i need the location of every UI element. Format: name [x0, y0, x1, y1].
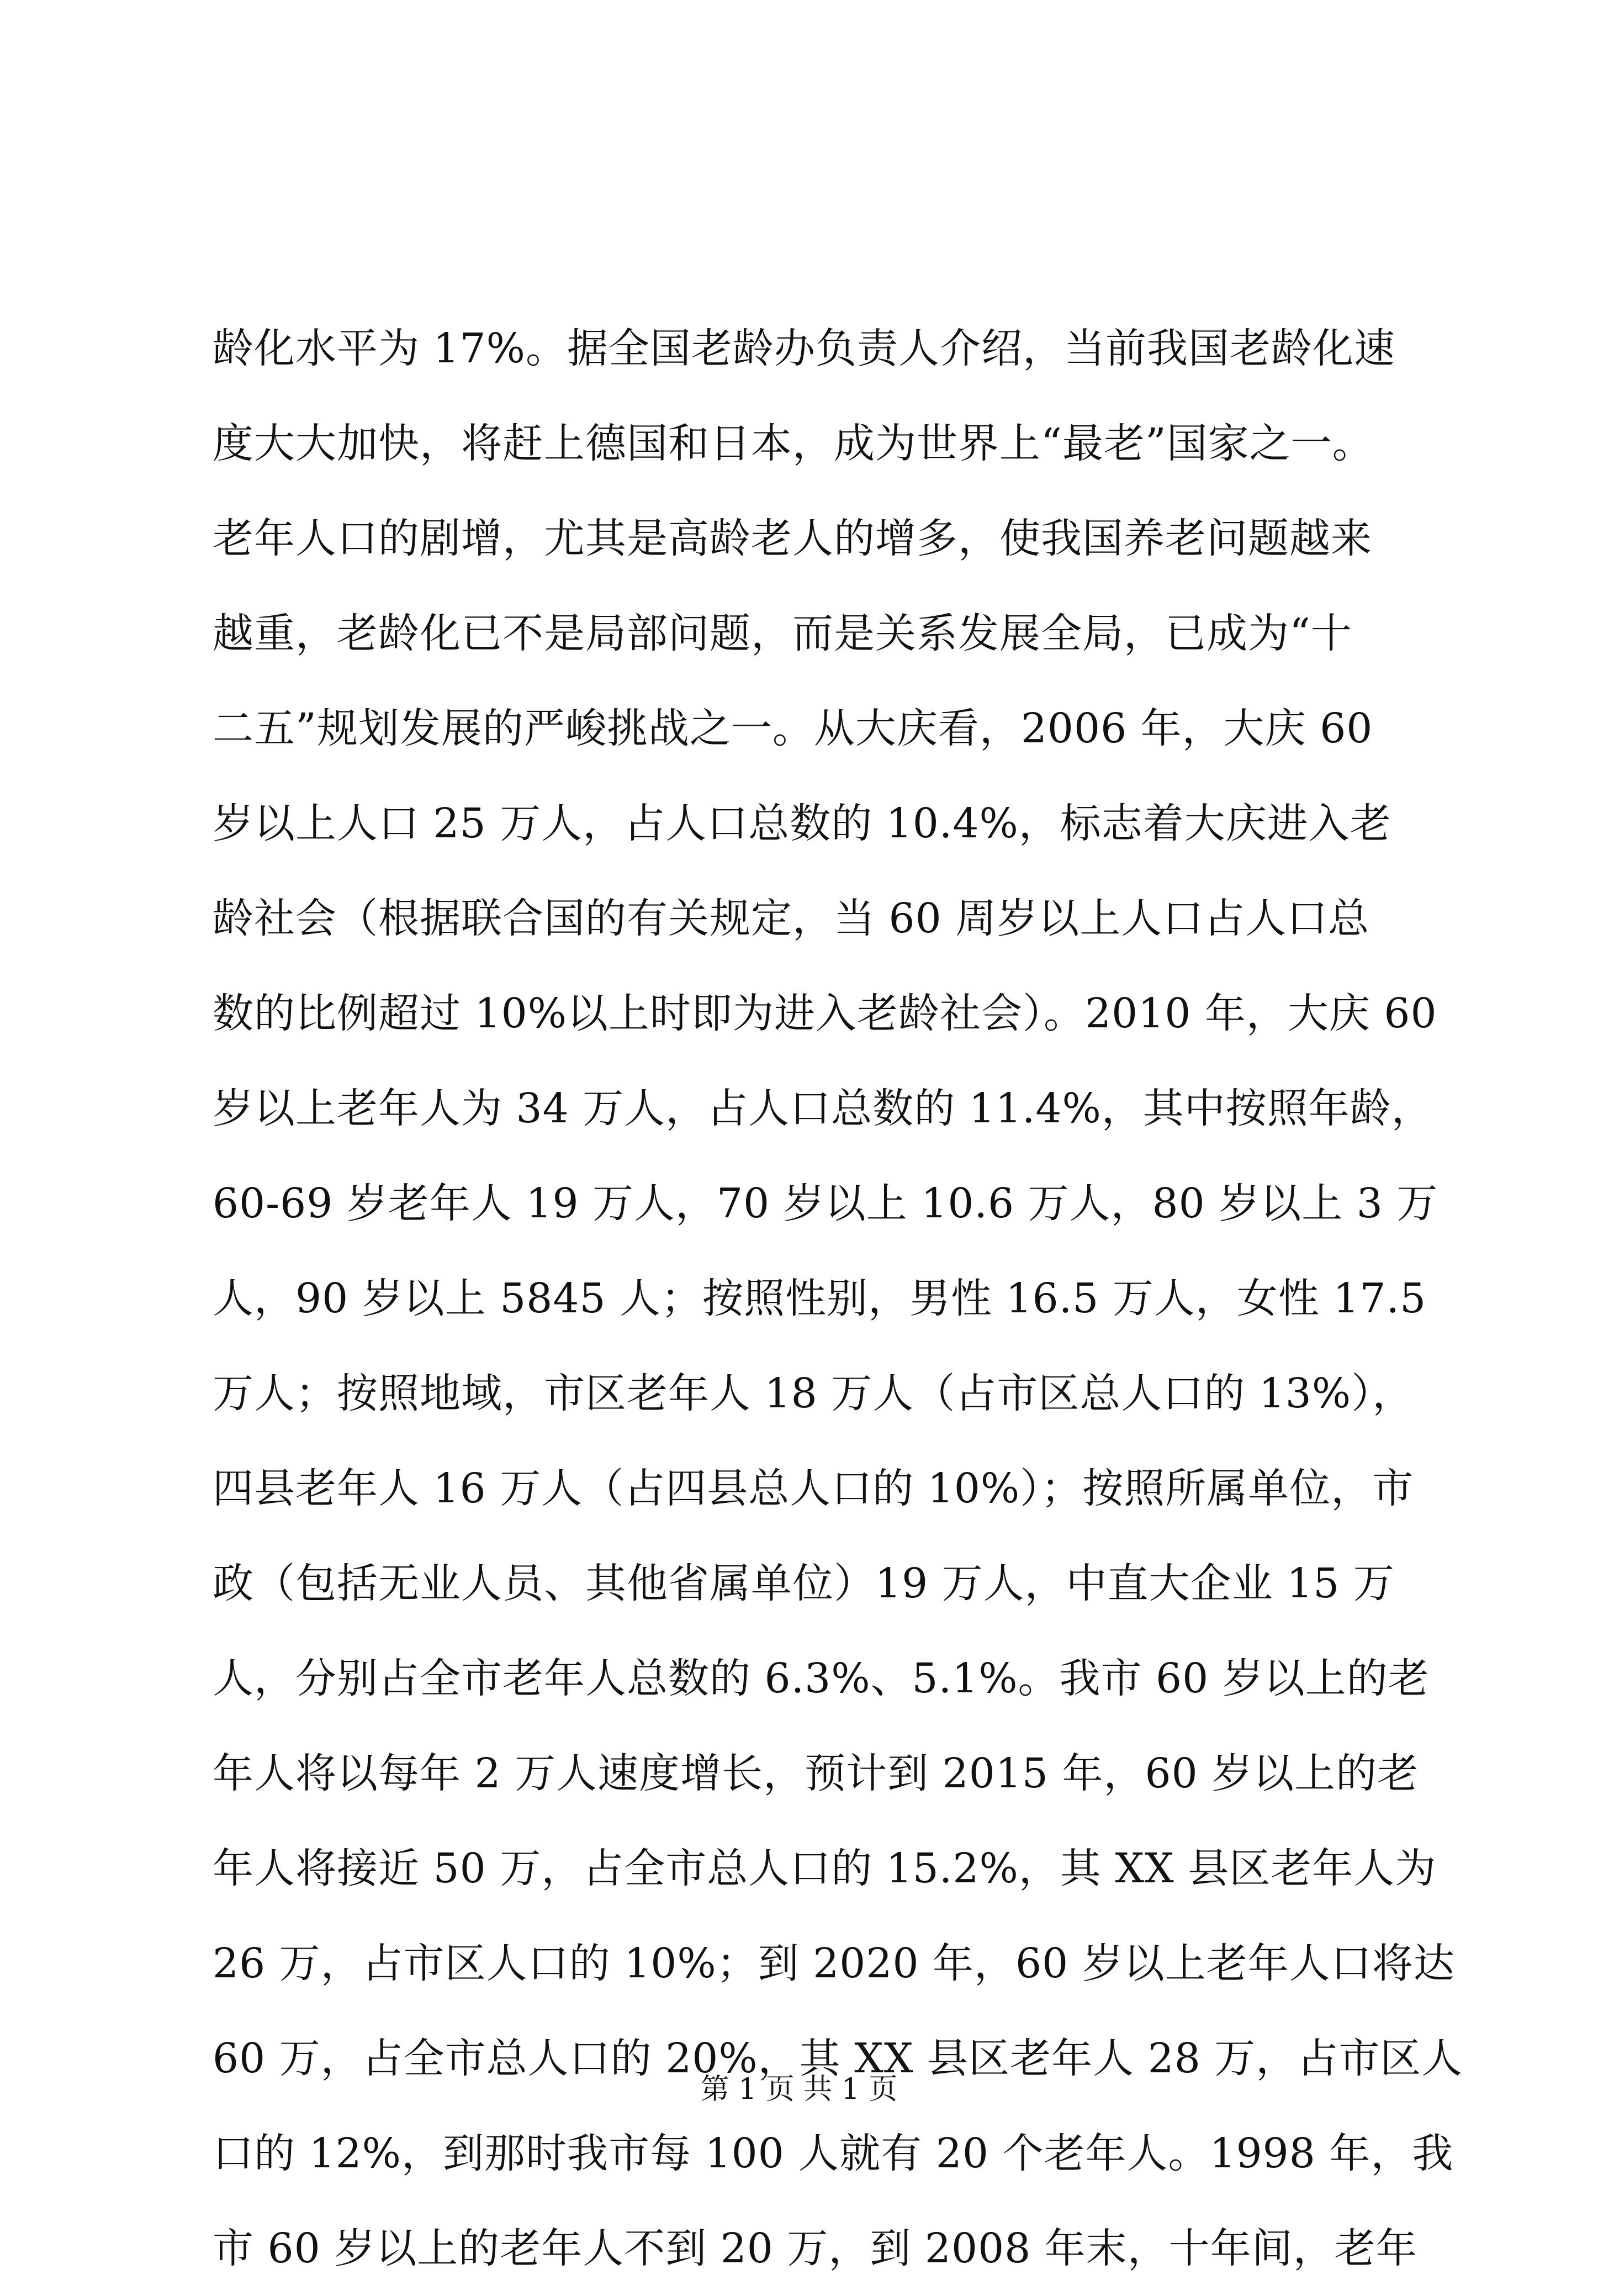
- text-line: 26 万，占市区人口的 10%；到 2020 年，60 岁以上老年人口将达: [213, 1940, 1455, 1987]
- text-line: 龄社会（根据联合国的有关规定，当 60 周岁以上人口占人口总: [213, 895, 1370, 942]
- text-line: 年人将接近 50 万，占全市总人口的 15.2%，其 XX 县区老年人为: [213, 1845, 1437, 1892]
- text-line: 越重，老龄化已不是局部问题，而是关系发展全局，已成为“十: [213, 610, 1352, 657]
- text-line: 龄化水平为 17%。据全国老龄办负责人介绍，当前我国老龄化速: [213, 325, 1395, 372]
- text-line: 岁以上老年人为 34 万人，占人口总数的 11.4%，其中按照年龄，: [213, 1085, 1433, 1132]
- text-line: 60-69 岁老年人 19 万人，70 岁以上 10.6 万人，80 岁以上 3 万: [213, 1180, 1438, 1227]
- text-line: 万人；按照地域，市区老年人 18 万人（占市区总人口的 13%），: [213, 1370, 1414, 1417]
- text-line: 60 万，占全市总人口的 20%，其 XX 县区老年人 28 万，占市区人: [213, 2035, 1463, 2082]
- text-line: 度大大加快，将赶上德国和日本，成为世界上“最老”国家之一。: [213, 420, 1374, 467]
- text-line: 四县老年人 16 万人（占四县总人口的 10%）；按照所属单位，市: [213, 1465, 1414, 1512]
- text-line: 政（包括无业人员、其他省属单位）19 万人，中直大企业 15 万: [213, 1560, 1395, 1607]
- text-line: 老年人口的剧增，尤其是高龄老人的增多，使我国养老问题越来: [213, 515, 1372, 562]
- page-footer: [0, 2070, 1598, 2109]
- text-line: 数的比例超过 10%以上时即为进入老龄社会）。2010 年，大庆 60: [213, 990, 1437, 1037]
- text-line: 岁以上人口 25 万人，占人口总数的 10.4%，标志着大庆进入老: [213, 800, 1391, 847]
- text-line: 市 60 岁以上的老年人不到 20 万，到 2008 年末，十年间，老年: [213, 2225, 1417, 2272]
- body-text: [213, 301, 1463, 2296]
- text-line: 人，分别占全市老年人总数的 6.3%、5.1%。我市 60 岁以上的老: [213, 1655, 1430, 1702]
- text-line: 年人将以每年 2 万人速度增长，预计到 2015 年，60 岁以上的老: [213, 1750, 1419, 1797]
- text-line: 二五”规划发展的严峻挑战之一。从大庆看，2006 年，大庆 60: [213, 705, 1373, 752]
- page-number-label: 第 1 页 共 1 页: [700, 2073, 898, 2106]
- text-line: 人，90 岁以上 5845 人；按照性别，男性 16.5 万人，女性 17.5: [213, 1275, 1427, 1322]
- text-line: 口的 12%，到那时我市每 100 人就有 20 个老年人。1998 年，我: [213, 2130, 1454, 2177]
